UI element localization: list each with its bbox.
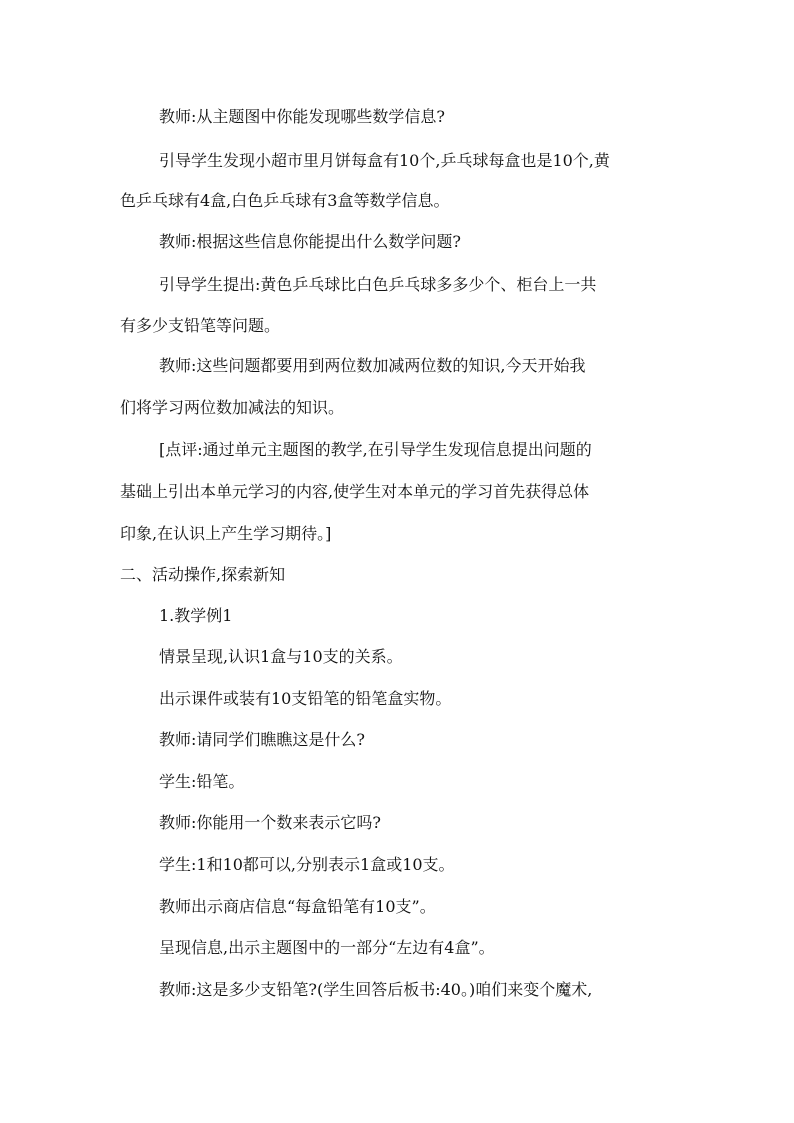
text-line: 有多少支铅笔等问题。 (120, 316, 281, 335)
text-line: 1.教学例1 (159, 606, 233, 625)
text-line: 教师:请同学们瞧瞧这是什么? (159, 730, 365, 749)
text-line: 引导学生发现小超市里月饼每盒有10个,乒乓球每盒也是10个,黄 (159, 151, 610, 170)
text-line: 色乒乓球有4盒,白色乒乓球有3盒等数学信息。 (120, 191, 450, 210)
text-line: 教师:这是多少支铅笔?(学生回答后板书:40。)咱们来变个魔术, (159, 980, 593, 999)
text-line: 学生:铅笔。 (159, 772, 245, 791)
text-line: 教师:这些问题都要用到两位数加减两位数的知识,今天开始我 (159, 356, 586, 375)
text-line: 教师:从主题图中你能发现哪些数学信息? (159, 107, 445, 126)
text-line: 教师:根据这些信息你能提出什么数学问题? (159, 232, 461, 251)
text-line: 们将学习两位数加减法的知识。 (120, 398, 345, 417)
text-line: 呈现信息,出示主题图中的一部分“左边有4盒”。 (159, 938, 495, 957)
text-line: 学生:1和10都可以,分别表示1盒或10支。 (159, 855, 455, 874)
text-line: 出示课件或装有10支铅笔的铅笔盒实物。 (159, 689, 452, 708)
text-line: 教师:你能用一个数来表示它吗? (159, 813, 381, 832)
text-line: 引导学生提出:黄色乒乓球比白色乒乓球多多少个、柜台上一共 (159, 275, 597, 294)
text-line: 基础上引出本单元学习的内容,使学生对本单元的学习首先获得总体 (120, 482, 590, 501)
text-line: 情景呈现,认识1盒与10支的关系。 (159, 647, 403, 666)
text-line: 教师出示商店信息“每盒铅笔有10支”。 (159, 897, 436, 916)
text-line: [点评:通过单元主题图的教学,在引导学生发现信息提出问题的 (159, 440, 592, 459)
text-line: 印象,在认识上产生学习期待。] (120, 524, 332, 543)
section-heading: 二、活动操作,探索新知 (120, 565, 286, 584)
